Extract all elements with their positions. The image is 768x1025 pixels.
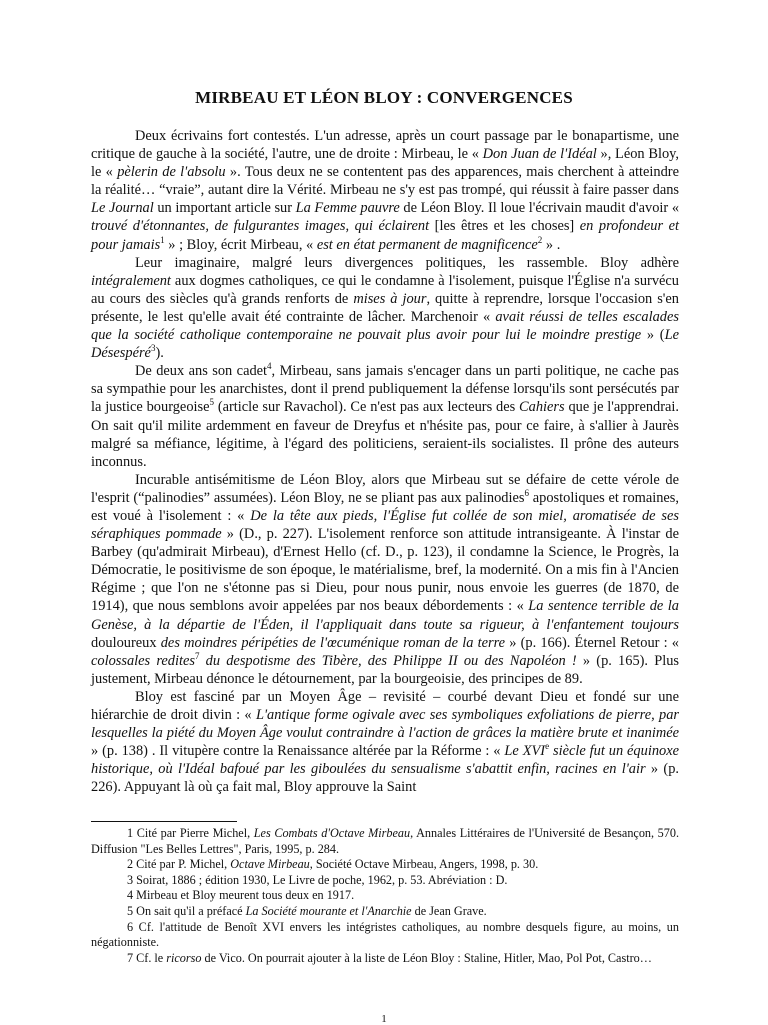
article-body bbox=[91, 127, 679, 796]
paragraph-2: Leur imaginaire, malgré leurs divergences politiques, les rassemble. Bloy adhère intégralement aux dogmes catholiques, ce qui le condamne à l'isolement, puisque l'Église n'a survécu au cours des siècles qu'à grands renforts de mises à jour, quitte à reprendre, lorsque l'occasion s'en présente, le lest qu'elle avait été contrainte de lâcher. Marchenoir « avait réussi de telles escalades que la société catholique contemporaine ne pouvait plus avoir pour lui le moindre prestige » (Le Désespéré$^3$). bbox=[91, 254, 679, 362]
footnote-7: 7 Cf. le ricorso de Vico. On pourrait ajouter à la liste de Léon Bloy : Staline, Hitler, Mao, Pol Pot, Castro… bbox=[127, 950, 652, 965]
footnote-separator bbox=[91, 821, 237, 822]
footnote-1: 1 Cité par Pierre Michel, Les Combats d'Octave Mirbeau, Annales Littéraires de l'Université de Besançon, 570. Diffusion "Les Belles Lettres", Paris, 1995, p. 284. bbox=[91, 826, 680, 856]
footnote-ref-5[interactable]: 5 bbox=[209, 397, 214, 408]
footnote-ref-6[interactable]: 6 bbox=[524, 488, 529, 499]
paragraph-3: De deux ans son cadet$^4$, Mirbeau, sans jamais s'encager dans un parti politique, ne cache pas sa sympathie pour les anarchistes, dont il prend publiquement la défense lorsqu'ils sont persécutés par la justice bourgeoise$^5$ (article sur Ravachol). Ce n'est pas aux lecteurs des Cahiers que je l'apprendrai. On sait qu'il milite ardemment en faveur de Dreyfus et n'hésite pas, pour ce faire, à s'allier à Jaurès malgré sa méfiance, légitime, à l'égard des politiciens, seraient-ils socialistes. Il prône des auteurs inconnus. bbox=[91, 361, 679, 470]
paragraph-1: Deux écrivains fort contestés. L'un adresse, après un court passage par le bonapartisme, une critique de gauche à la société, l'autre, une de droite : Mirbeau, le « Don Juan de l'Idéal », Léon Bloy, le « pèlerin de l'absolu ». Tous deux ne se contentent pas des apparences, mais cherchent à atteindre la réalité… “vraie”, autant dire la Vérité. Mirbeau ne s'y est pas trompé, qui réussit à faire passer dans Le Journal un important article sur La Femme pauvre de Léon Bloy. Il loue l'écrivain maudit d'avoir « trouvé d'étonnantes, de fulgurantes images, qui éclairent [les êtres et les choses] en profondeur et pour jamais$^1$ » ; Bloy, écrit Mirbeau, « est en état permanent de magnificence$^2$ » . bbox=[91, 128, 680, 253]
footnote-4: 4 Mirbeau et Bloy meurent tous deux en 1917. bbox=[127, 888, 355, 903]
footnote-ref-1[interactable]: 1 bbox=[160, 234, 165, 245]
footnote-6: 6 Cf. l'attitude de Benoît XVI envers les intégristes catholiques, au nombre desquels figure, au moins, un négationniste. bbox=[91, 919, 679, 950]
footnote-3: 3 Soirat, 1886 ; édition 1930, Le Livre de poche, 1962, p. 53. Abréviation : D. bbox=[127, 872, 508, 887]
page-number: 1 bbox=[381, 1013, 387, 1025]
footnote-ref-3[interactable]: 3 bbox=[150, 343, 156, 354]
footnote-2: 2 Cité par P. Michel, Octave Mirbeau, Société Octave Mirbeau, Angers, 1998, p. 30. bbox=[127, 857, 539, 872]
paragraph-4: Incurable antisémitisme de Léon Bloy, alors que Mirbeau sut se défaire de cette vérole de l'esprit (“palinodies” assumées). Léon Bloy, ne se pliant pas aux palinodies$^6$ apostoliques et romaines, est voué à l'isolement : « De la tête aux pieds, l'Église fut collée de son miel, aromatisée de ses séraphiques pommade » (D., p. 227). L'isolement renforce son attitude intransigeante. À l'instar de Barbey (qu'admirait Mirbeau), d'Ernest Hello (cf. D., p. 123), il condamne la Science, le Progrès, la Démocratie, le positivisme de son époque, le matérialisme, bref, la modernité. On a mis fin à l'Ancien Régime ; que l'on ne s'étonne pas si Dieu, pour nous punir, nous envoie les guerres (de 1870, de 1914), que nous semblons avoir appelées par nos beaux débordements : « La sentence terrible de la Genèse, à la départie de l'Éden, il l'appliquait dans toute sa rigueur, à l'enfantement toujours douloureux des moindres péripéties de l'œcuménique roman de la terre » (p. 166). Éternel Retour : « colossales redites$^7$ du despotisme des Tibère, des Philippe II ou des Napoléon ! » (p. 165). Plus justement, Mirbeau dénonce le détournement, par la bourgeoisie, des principes de 89. bbox=[91, 471, 680, 687]
footnote-ref-7[interactable]: 7 bbox=[194, 650, 200, 661]
footnote-ref-2[interactable]: 2 bbox=[537, 234, 543, 245]
footnote-5: 5 On sait qu'il a préfacé La Société mourante et l'Anarchie de Jean Grave. bbox=[127, 903, 487, 918]
footnote-ref-4[interactable]: 4 bbox=[267, 361, 272, 372]
page-title: MIRBEAU ET LÉON BLOY : CONVERGENCES bbox=[195, 88, 573, 107]
paragraph-5: Bloy est fasciné par un Moyen Âge – revisité – courbé devant Dieu et fondé sur une hiérarchie de droit divin : « L'antique forme ogivale avec ses symboliques exfoliations de pierre, par lesquelles la piété du Moyen Âge voulut contraindre à l'action de grâces la matière brute et inanimée » (p. 138) . Il vitupère contre la Renaissance altérée par la Réforme : « Le XVIe siècle fut un équinoxe historique, où l'Idéal bafoué par les giboulées du sensualisme s'abattit enfin, racines en l'air » (p. 226). Appuyant là où ça fait mal, Bloy approuve la Saint bbox=[91, 688, 679, 796]
footnotes bbox=[91, 826, 679, 966]
